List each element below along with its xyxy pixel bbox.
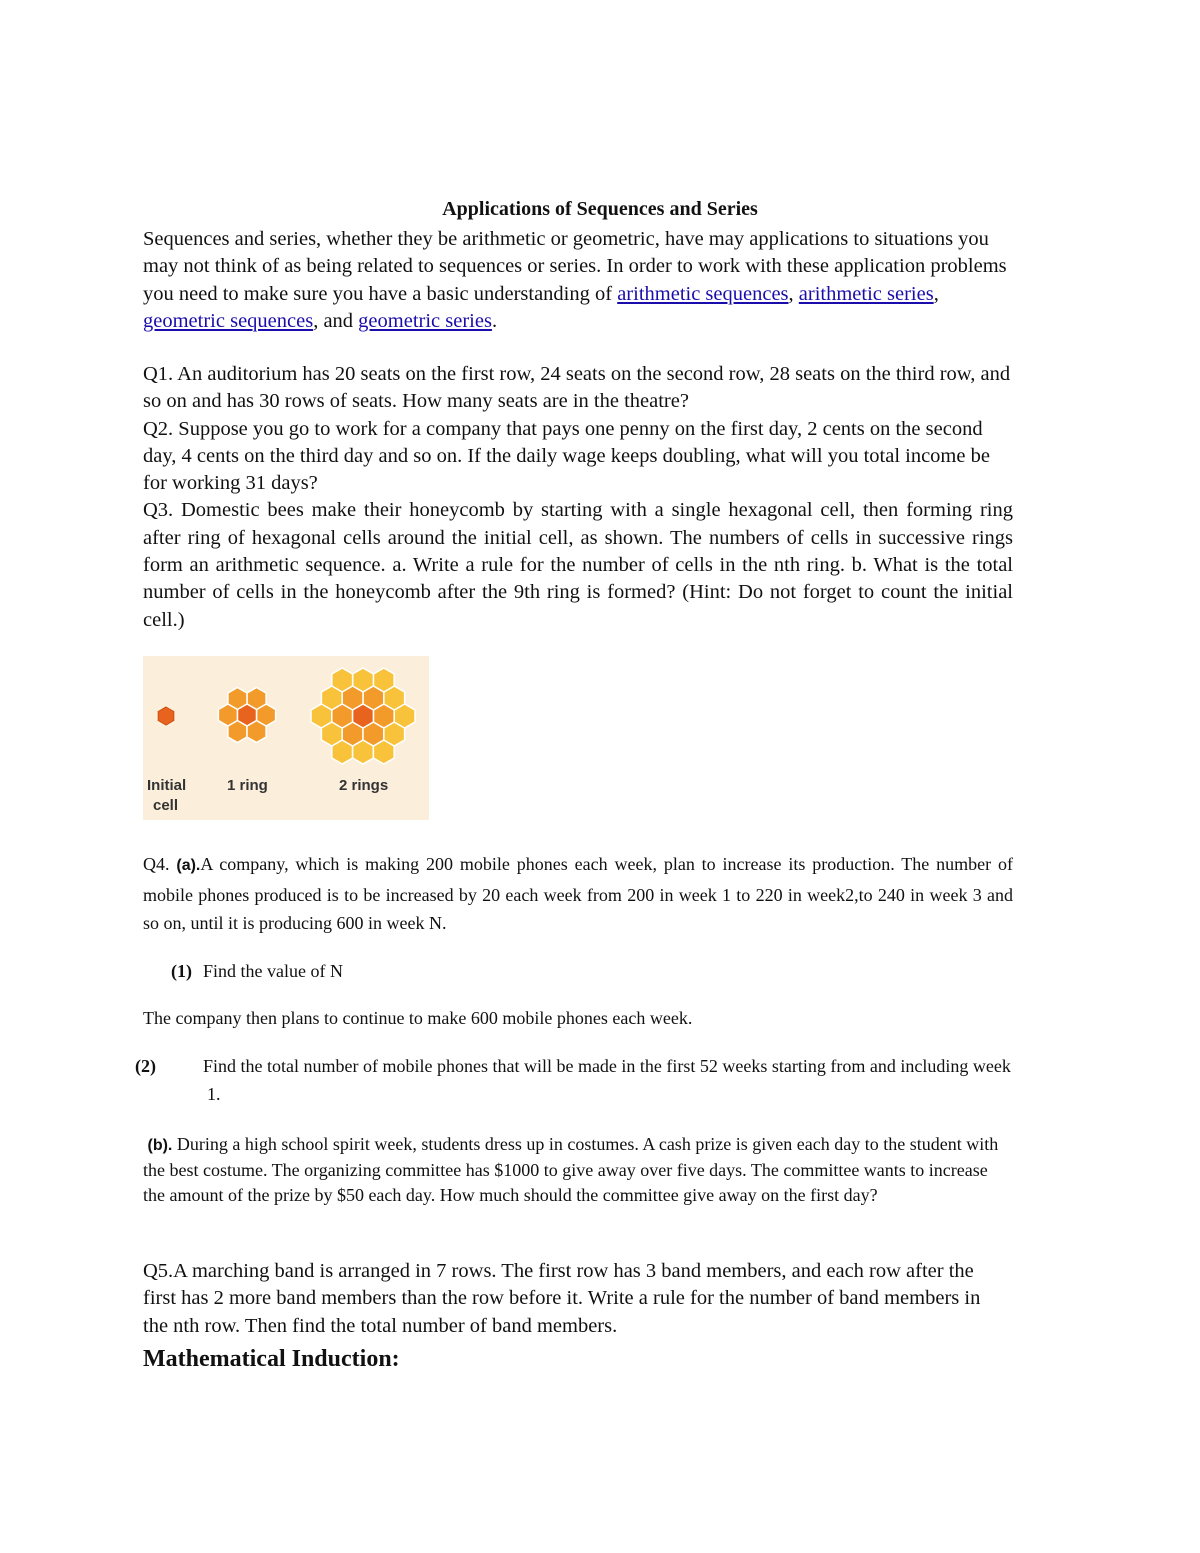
q4-a-label: (a).	[176, 857, 201, 874]
questions-1-3	[143, 361, 1013, 634]
label-2-rings: 2 rings	[339, 777, 389, 794]
center-cell	[238, 704, 257, 726]
question-5-text: Q5.A marching band is arranged in 7 rows. The first row has 3 band members, and each row after the first has 2 more band members than the row before it. Write a rule for the number of band members in the nth row. Then find the total number of band members.	[143, 1260, 981, 1337]
intro-end: .	[491, 309, 498, 332]
question-4	[135, 850, 1014, 1109]
center-cell	[353, 704, 374, 728]
two-rings-honeycomb	[311, 668, 415, 764]
link-arithmetic-series[interactable]: arithmetic series	[798, 282, 934, 305]
link-arithmetic-sequences[interactable]: arithmetic sequences	[617, 282, 789, 305]
question-3: Q3. Domestic bees make their honeycomb by starting with a single hexagonal cell, then forming ring after ring of hexagonal cells around the initial cell, as shown. The numbers of cells in successive rings form an arithmetic sequence. a. Write a rule for the number of cells in the nth ring. b. What is the total number of cells in the honeycomb after the 9th ring is formed? (Hint: Do not forget to count the initial cell.)	[143, 499, 1013, 631]
q4-prefix: Q4.	[143, 854, 177, 874]
page-title: Applications of Sequences and Series	[442, 198, 758, 220]
q4-2-label: (2)	[135, 1055, 156, 1076]
ring-cell	[218, 704, 237, 726]
section-heading-induction: Mathematical Induction:	[143, 1346, 400, 1372]
link-geometric-sequences[interactable]: geometric sequences	[143, 309, 314, 332]
question-4b	[143, 1132, 1013, 1208]
q4-mid-text: The company then plans to continue to make 600 mobile phones each week.	[143, 1008, 693, 1028]
label-cell: cell	[153, 797, 179, 814]
intro-text: Sequences and series, whether they be arithmetic or geometric, have may applications to situations you may not think of as being related to sequences or series. In order to work with these application problems you need to make sure you have a basic understanding of	[143, 228, 1007, 305]
q4-b-text: During a high school spirit week, students dress up in costumes. A cash prize is given each day to the student with the best costume. The organizing committee has $1000 to give away over five days. The committee wants to increase the amount of the prize by $50 each day. How much should the committee give away on the first day?	[143, 1134, 999, 1205]
intro-paragraph	[143, 226, 1013, 335]
honeycomb-figure	[143, 656, 429, 820]
intro-sep: ,	[933, 282, 939, 305]
q4-1-label: (1)	[171, 960, 192, 981]
link-geometric-series[interactable]: geometric series	[358, 309, 492, 332]
inner-ring-cell	[332, 704, 353, 728]
honeycomb-illustration	[143, 656, 429, 820]
q4-2-text: Find the total number of mobile phones that will be made in the first 52 weeks starting from and including week 1.	[203, 1055, 1011, 1104]
q4-b-label: (b).	[147, 1137, 173, 1154]
q4-a-text: A company, which is making 200 mobile phones each week, plan to increase its production. The number of mobile phones produced is to be increased by 20 each week from 200 in week 1 to 220 in week2,to 240 in week 3 and so on, until it is producing 600 in week N.	[143, 854, 1014, 933]
one-ring-honeycomb	[218, 688, 275, 743]
intro-sep: ,	[788, 282, 799, 305]
question-5	[143, 1258, 983, 1340]
intro-sep: , and	[313, 309, 359, 332]
label-initial: Initial	[147, 777, 187, 794]
label-1-ring: 1 ring	[227, 777, 268, 794]
q4-1-text: Find the value of N	[203, 960, 343, 981]
question-1: Q1. An auditorium has 20 seats on the first row, 24 seats on the second row, 28 seats on the third row, and so on and has 30 rows of seats. How many seats are in the theatre?	[143, 363, 1011, 413]
initial-cell-hexagon	[158, 707, 174, 725]
question-2: Q2. Suppose you go to work for a company that pays one penny on the first day, 2 cents on the second day, 4 cents on the third day and so on. If the daily wage keeps doubling, what will you total income be for working 31 days?	[143, 417, 990, 495]
